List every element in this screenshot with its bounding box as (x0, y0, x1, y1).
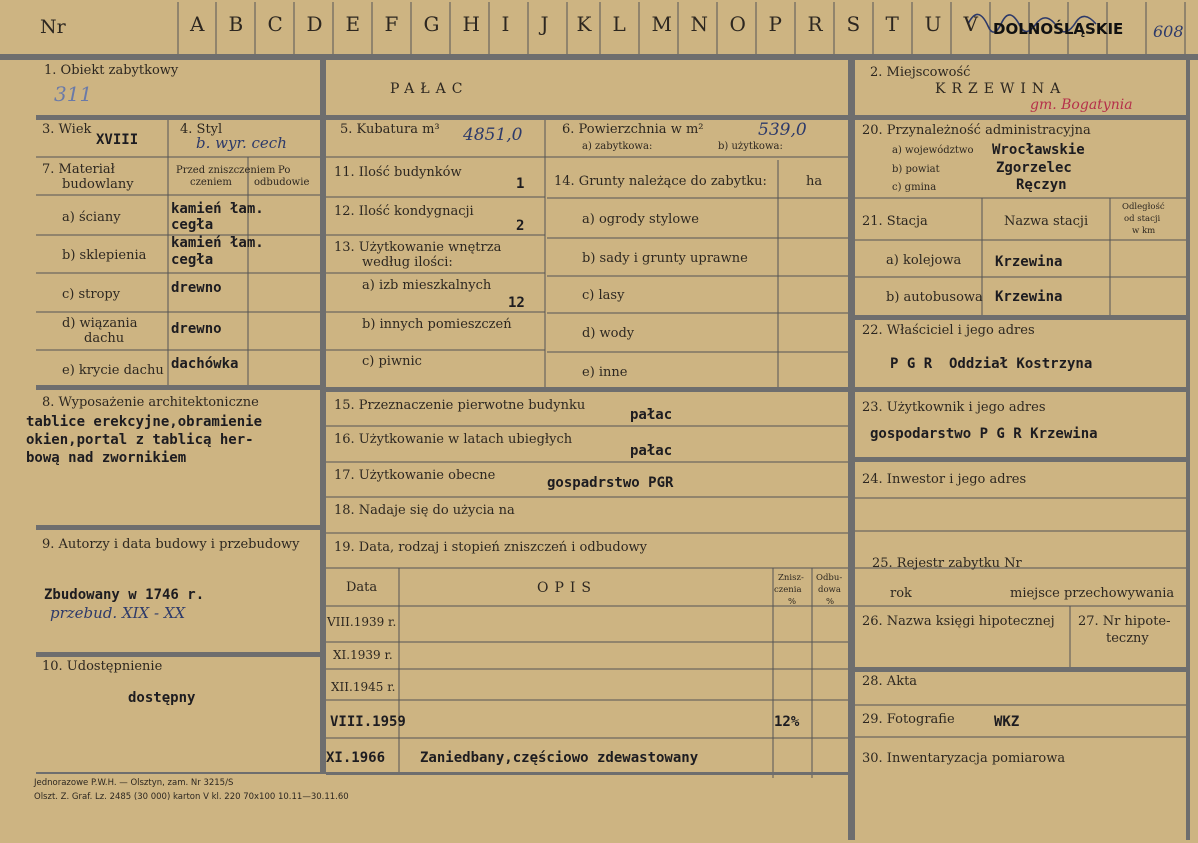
f5-value: 4851,0 (463, 125, 523, 145)
f3-label: 3. Wiek (42, 122, 92, 137)
f3-value: XVIII (96, 132, 139, 148)
f1-handwritten-number: 311 (54, 82, 93, 106)
f10-label: 10. Udostępnienie (42, 659, 163, 674)
f2-label: 2. Miejscowość (870, 65, 971, 80)
f21-col-name: Nazwa stacji (1004, 214, 1089, 229)
f23-label: 23. Użytkownik i jego adres (862, 400, 1046, 415)
f20-c: c) gmina (892, 182, 937, 193)
f7-row-e-value-1: dachówka (171, 356, 239, 372)
index-letter-h: H (462, 12, 480, 36)
nr-label: Nr (40, 16, 66, 38)
f19-row-2-date: XI.1939 r. (333, 648, 393, 662)
f7-row-b-value-2: cegła (171, 252, 214, 268)
f19-row-3-date: XII.1945 r. (331, 680, 396, 694)
f30-label: 30. Inwentaryzacja pomiarowa (862, 751, 1066, 766)
f1-value: PAŁAC (390, 81, 469, 97)
index-letter-d: D (306, 12, 323, 36)
index-letter-c: C (267, 12, 283, 36)
f16-value: pałac (630, 443, 673, 459)
f6-sub-b: b) użytkowa: (718, 141, 783, 152)
f19-col-destr: Znisz- (778, 573, 804, 583)
f2-handwritten-note: gm. Bogatynia (1030, 97, 1133, 113)
f17-label: 17. Użytkowanie obecne (334, 468, 496, 483)
f7-col-before-2: czeniem (190, 177, 232, 188)
f7-row-a-label: a) ściany (62, 210, 121, 225)
f19-col-rebuild: Odbu- (816, 573, 843, 583)
f17-value: gospadrstwo PGR (547, 475, 674, 491)
index-letter-l: L (612, 12, 626, 36)
f19-row-4-date: VIII.1959 (330, 714, 406, 730)
f22-value: P G R Oddział Kostrzyna (890, 356, 1093, 372)
f2-value: KRZEWINA (935, 81, 1067, 97)
f7-row-e-label: e) krycie dachu (62, 363, 164, 378)
f7-label-2: budowlany (62, 177, 134, 192)
f7-row-b-value-1: kamień łam. (171, 235, 264, 251)
f25-place: miejsce przechowywania (1010, 586, 1175, 601)
f7-row-d-label-1: d) wiązania (62, 316, 138, 331)
f14-label: 14. Grunty należące do zabytku: (554, 174, 767, 189)
index-letter-t: T (885, 12, 899, 36)
f19-col-desc: OPIS (537, 580, 598, 596)
f19-row-5-date: XI.1966 (326, 750, 386, 766)
f8-line-2: okien,portal z tablicą her- (26, 432, 254, 448)
index-letter-b: B (228, 12, 244, 36)
f21-a-value: Krzewina (995, 254, 1063, 270)
f19-col-destr-3: % (788, 597, 797, 607)
f20-label: 20. Przynależność administracyjna (862, 123, 1091, 138)
index-letter-g: G (423, 12, 440, 36)
f19-col-rebuild-2: dowa (818, 585, 841, 595)
index-letter-k: K (576, 12, 592, 36)
f14-row-b: b) sady i grunty uprawne (582, 251, 748, 266)
corner-number: 608 (1153, 22, 1184, 41)
index-letter-v: V (963, 12, 978, 36)
f13-label-1: 13. Użytkowanie wnętrza (334, 240, 502, 255)
f21-b: b) autobusowa (886, 290, 983, 305)
index-letter-j: J (540, 12, 549, 36)
f20-a-value: Wrocławskie (992, 142, 1085, 158)
f14-row-a: a) ogrody stylowe (582, 212, 699, 227)
f4-label: 4. Styl (180, 122, 223, 137)
f7-row-b-label: b) sklepienia (62, 248, 147, 263)
f7-row-c-label: c) stropy (62, 287, 121, 302)
f14-row-e: e) inne (582, 365, 628, 380)
f6-value: 539,0 (758, 120, 807, 140)
f7-col-before: Przed zniszczeniem (176, 165, 276, 176)
f15-value: pałac (630, 407, 673, 423)
f10-value: dostępny (128, 690, 196, 706)
f7-row-a-value-2: cegła (171, 217, 214, 233)
f5-label: 5. Kubatura m³ (340, 122, 440, 137)
f25-label: 25. Rejestr zabytku Nr (872, 556, 1022, 571)
f7-label-1: 7. Materiał (42, 162, 115, 177)
f21-col-dist-3: w km (1132, 226, 1156, 236)
f13-a: a) izb mieszkalnych (362, 278, 492, 293)
f7-row-a-value-1: kamień łam. (171, 201, 264, 217)
index-letter-r: R (807, 12, 823, 36)
f21-label: 21. Stacja (862, 214, 928, 229)
index-letter-f: F (384, 12, 399, 36)
f9-handwritten: przebud. XIX - XX (50, 604, 186, 622)
f8-label: 8. Wyposażenie architektoniczne (42, 395, 259, 410)
f14-row-c: c) lasy (582, 288, 625, 303)
f20-c-value: Ręczyn (1016, 177, 1067, 193)
f21-col-dist-2: od stacji (1124, 214, 1161, 224)
f1-label: 1. Obiekt zabytkowy (44, 63, 179, 78)
f19-row-4-pct: 12% (774, 714, 800, 730)
index-letter-s: S (846, 12, 861, 36)
f19-label: 19. Data, rodzaj i stopień zniszczeń i odbudowy (334, 540, 648, 555)
f11-label: 11. Ilość budynków (334, 165, 462, 180)
index-letter-e: E (345, 12, 361, 36)
f12-label: 12. Ilość kondygnacji (334, 204, 474, 219)
index-letter-n: N (690, 12, 708, 36)
footer-line-1: Jednorazowe P.W.H. — Olsztyn, zam. Nr 3215/S (34, 778, 234, 788)
f13-c: c) piwnic (362, 354, 422, 369)
f7-row-d-label-2: dachu (84, 331, 125, 346)
index-letter-i: I (501, 12, 510, 36)
f26-label: 26. Nazwa księgi hipotecznej (862, 614, 1055, 629)
f7-col-after: Po (278, 165, 291, 176)
f29-value: WKZ (994, 714, 1020, 730)
f28-label: 28. Akta (862, 674, 918, 689)
index-letter-o: O (729, 12, 746, 36)
f4-value: b. wyr. cech (196, 134, 287, 152)
f21-b-value: Krzewina (995, 289, 1063, 305)
f6-sub-a: a) zabytkowa: (582, 141, 653, 152)
f19-col-date: Data (346, 580, 378, 595)
f7-row-d-value-1: drewno (171, 321, 222, 337)
f21-col-dist: Odległość (1122, 202, 1165, 212)
f15-label: 15. Przeznaczenie pierwotne budynku (334, 398, 586, 413)
f19-row-5-desc: Zaniedbany,częściowo zdewastowany (420, 750, 699, 766)
f20-b: b) powiat (892, 164, 940, 175)
f9-value: Zbudowany w 1746 r. (44, 587, 205, 603)
footer-line-2: Olszt. Z. Graf. Lz. 2485 (30 000) karton V kl. 220 70x100 10.11—30.11.60 (34, 792, 349, 802)
f18-label: 18. Nadaje się do użycia na (334, 503, 515, 518)
f29-label: 29. Fotografie (862, 712, 955, 727)
f7-col-after-2: odbudowie (254, 177, 310, 188)
f8-line-3: bową nad zwornikiem (26, 450, 187, 466)
f20-b-value: Zgorzelec (996, 160, 1072, 176)
index-letter-m: M (651, 12, 672, 36)
f25-rok: rok (890, 586, 912, 601)
f19-row-1-date: VIII.1939 r. (327, 615, 397, 629)
f19-col-rebuild-3: % (826, 597, 835, 607)
index-letter-u: U (924, 12, 942, 36)
f7-row-c-value-1: drewno (171, 280, 222, 296)
f14-row-d: d) wody (582, 326, 635, 341)
region-stamp: DOLNOŚLĄSKIE (993, 20, 1124, 38)
f22-label: 22. Właściciel i jego adres (862, 323, 1035, 338)
f13-label-2: według ilości: (362, 255, 453, 270)
f6-label: 6. Powierzchnia w m² (562, 122, 704, 137)
f24-label: 24. Inwestor i jego adres (862, 472, 1027, 487)
f11-value: 1 (516, 176, 525, 192)
index-letter-p: P (768, 12, 782, 36)
f8-line-1: tablice erekcyjne,obramienie (26, 414, 263, 430)
f9-label: 9. Autorzy i data budowy i przebudowy (42, 537, 300, 552)
f13-b: b) innych pomieszczeń (362, 317, 512, 332)
f19-col-destr-2: czenia (774, 585, 802, 595)
f13-a-value: 12 (508, 295, 525, 311)
f21-a: a) kolejowa (886, 253, 962, 268)
f14-unit: ha (806, 174, 823, 189)
f12-value: 2 (516, 218, 525, 234)
f27-label-2: teczny (1106, 631, 1149, 646)
f20-a: a) województwo (892, 145, 974, 156)
f23-value: gospodarstwo P G R Krzewina (870, 426, 1098, 442)
index-letter-a: A (190, 12, 205, 36)
f27-label-1: 27. Nr hipote- (1078, 614, 1171, 629)
f16-label: 16. Użytkowanie w latach ubiegłych (334, 432, 573, 447)
